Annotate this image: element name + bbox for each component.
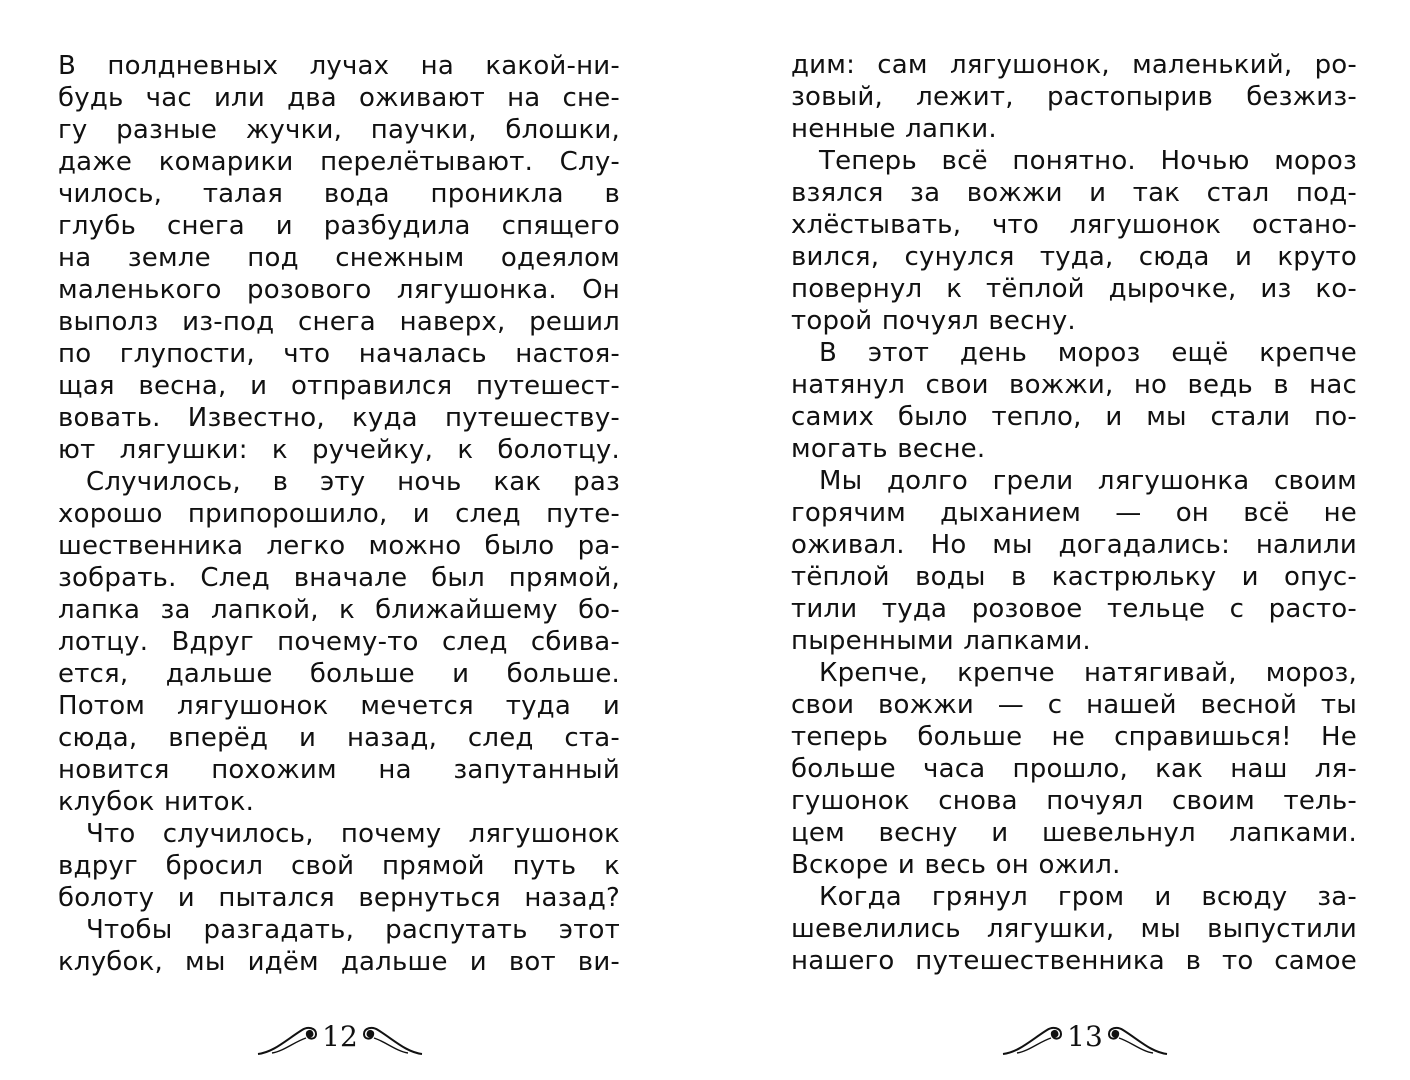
page-number: 12 xyxy=(322,1020,358,1053)
text-line: повернул к тёплой дырочке, из ко- xyxy=(791,274,1357,304)
text-line: болоту и пытался вернуться назад? xyxy=(58,883,620,913)
text-line: шевелились лягушки, мы выпустили xyxy=(791,914,1357,944)
left-text-column xyxy=(58,50,620,978)
text-line: Потом лягушонок мечется туда и xyxy=(58,691,620,721)
text-line: свои вожжи — с нашей весной ты xyxy=(791,690,1357,720)
text-line: горячим дыханием — он всё не xyxy=(791,498,1357,528)
text-line: ется, дальше больше и больше. xyxy=(58,659,620,689)
text-line: Теперь всё понятно. Ночью мороз xyxy=(819,146,1357,176)
right-page xyxy=(705,0,1410,1080)
text-line: пыренными лапками. xyxy=(791,626,1091,656)
page-number: 13 xyxy=(1067,1020,1103,1053)
text-line: чилось, талая вода проникла в xyxy=(58,179,620,209)
text-line: дим: сам лягушонок, маленький, ро- xyxy=(791,50,1357,80)
text-line: глубь снега и разбудила спящего xyxy=(58,211,620,241)
text-line: Что случилось, почему лягушонок xyxy=(86,819,620,849)
text-line: Мы долго грели лягушонка своим xyxy=(819,466,1357,496)
text-line: больше часа прошло, как наш ля- xyxy=(791,754,1357,784)
text-line: сюда, вперёд и назад, след ста- xyxy=(58,723,620,753)
text-line: хорошо припорошило, и след путе- xyxy=(58,499,620,529)
text-line: гушонок снова почуял своим тель- xyxy=(791,786,1357,816)
text-line: Когда грянул гром и всюду за- xyxy=(819,882,1357,912)
text-line: клубок, мы идём дальше и вот ви- xyxy=(58,947,620,977)
text-line: натянул свои вожжи, но ведь в нас xyxy=(791,370,1357,400)
text-line: лапка за лапкой, к ближайшему бо- xyxy=(58,595,620,625)
text-line: Крепче, крепче натягивай, мороз, xyxy=(819,658,1357,688)
text-line: зовый, лежит, растопырив безжиз- xyxy=(791,82,1357,112)
text-line: даже комарики перелётывают. Слу- xyxy=(58,147,620,177)
text-line: тёплой воды в кастрюльку и опус- xyxy=(791,562,1357,592)
text-line: тили туда розовое тельце с расто- xyxy=(791,594,1357,624)
right-text-column xyxy=(791,49,1357,977)
text-line: теперь больше не справишься! Не xyxy=(791,722,1357,752)
text-line: по глупости, что началась настоя- xyxy=(58,339,620,369)
text-line: В этот день мороз ещё крепче xyxy=(819,338,1357,368)
text-line: оживал. Но мы догадались: налили xyxy=(791,530,1357,560)
text-line: маленького розового лягушонка. Он xyxy=(58,275,620,305)
text-line: шественника легко можно было ра- xyxy=(58,531,620,561)
text-line: вдруг бросил свой прямой путь к xyxy=(58,851,620,881)
text-line: клубок ниток. xyxy=(58,787,255,817)
text-line: на земле под снежным одеялом xyxy=(58,243,620,273)
text-line: хлёстывать, что лягушонок остано- xyxy=(791,210,1357,240)
text-line: Случилось, в эту ночь как раз xyxy=(86,467,620,497)
text-line: будь час или два оживают на сне- xyxy=(58,83,620,113)
page-number-ornament xyxy=(250,1018,430,1062)
text-line: лотцу. Вдруг почему-то след сбива- xyxy=(58,627,620,657)
text-line: ненные лапки. xyxy=(791,114,997,144)
text-line: щая весна, и отправился путешест- xyxy=(58,371,620,401)
text-line: новится похожим на запутанный xyxy=(58,755,620,785)
text-line: могать весне. xyxy=(791,434,986,464)
text-line: зобрать. След вначале был прямой, xyxy=(58,563,620,593)
text-line: В полдневных лучах на какой-ни- xyxy=(58,51,620,81)
text-line: выполз из-под снега наверх, решил xyxy=(58,307,620,337)
text-line: взялся за вожжи и так стал под- xyxy=(791,178,1357,208)
text-line: Чтобы разгадать, распутать этот xyxy=(86,915,620,945)
text-line: Вскоре и весь он ожил. xyxy=(791,850,1121,880)
text-line: вовать. Известно, куда путешеству- xyxy=(58,403,620,433)
text-line: ют лягушки: к ручейку, к болотцу. xyxy=(58,435,620,465)
text-line: вился, сунулся туда, сюда и круто xyxy=(791,242,1357,272)
text-line: самих было тепло, и мы стали по- xyxy=(791,402,1357,432)
text-line: торой почуял весну. xyxy=(791,306,1076,336)
page-number-ornament xyxy=(995,1018,1175,1062)
text-line: гу разные жучки, паучки, блошки, xyxy=(58,115,620,145)
text-line: нашего путешественника в то самое xyxy=(791,946,1357,976)
text-line: цем весну и шевельнул лапками. xyxy=(791,818,1357,848)
